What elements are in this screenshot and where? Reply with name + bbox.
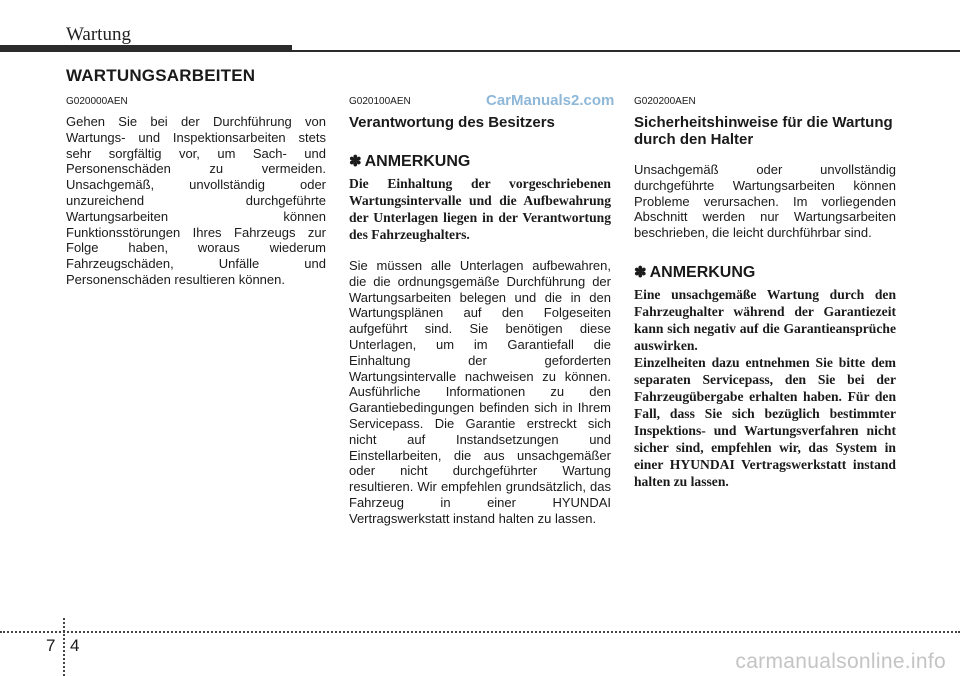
note-text: Eine unsachgemäße Wartung durch den Fahrzeughalter während der Garantiezeit kann sich negativ auf die Garantieansprüche auswirken. (634, 286, 896, 353)
subsection-heading: Sicherheitshinweise für die Wartung durch den Halter (634, 114, 893, 148)
note-heading (634, 263, 896, 282)
body-text: Sie müssen alle Unterlagen aufbewahren, die die ordnungsgemäße Durchführung der Wartungsarbeiten belegen und die in den Wartungsplänen auf den Folgeseiten aufgeführt sind. Sie benötigen diese Unterlagen, um im Garantiefall die Einhaltung der geforderten Wartungsintervalle nachweisen zu können. Ausführliche Informationen zu den Garantiebedingungen befinden sich in Ihrem Servicepass. Die Garantie erstreckt sich nicht auf Instandsetzungen und Einstellarbeiten, die aus unsachgemäßer oder nicht durchgeführter Wartung resultieren. Wir empfehlen grundsätzlich, das Fahrzeug in einer HYUNDAI Vertragswerkstatt instand halten zu lassen. (349, 258, 611, 526)
section-title: WARTUNGSARBEITEN (66, 66, 256, 85)
note-icon: ✽ (349, 153, 362, 170)
page-number: 4 (70, 636, 80, 655)
column-2 (349, 96, 611, 527)
note-label: ANMERKUNG (649, 263, 756, 281)
header-rule (292, 50, 960, 52)
footer-separator (63, 618, 65, 676)
note-label: ANMERKUNG (364, 153, 471, 170)
footer-divider (0, 631, 960, 633)
footer-watermark: carmanualsonline.info (735, 650, 946, 673)
subsection-heading: Verantwortung des Besitzers (349, 114, 555, 131)
column-1 (66, 96, 326, 288)
section-code: G020000AEN (66, 96, 128, 107)
note-text: Einzelheiten dazu entnehmen Sie bitte dem separaten Servicepass, den Sie bei der Fahrzeugübergabe erhalten haben. Für den Fall, dass Sie sich bezüglich bestimmter Inspektions- und Wartungsverfahren nicht sicher sind, empfehlen wir, das System in einer HYUNDAI Vertragswerkstatt instand halten zu lassen. (634, 354, 896, 489)
page-header-title: Wartung (66, 24, 131, 45)
body-text: Unsachgemäß oder unvollständig durchgeführte Wartungsarbeiten können Probleme verursachen. Im vorliegenden Abschnitt werden nur Wartungsarbeiten beschrieben, die leicht durchführbar sind. (634, 162, 896, 241)
header-bar (0, 45, 292, 52)
chapter-number: 7 (46, 636, 56, 655)
watermark-text: CarManuals2.com (486, 92, 615, 109)
body-text: Gehen Sie bei der Durchführung von Wartungs- und Inspektionsarbeiten stets sehr sorgfältig vor, um Sach- und Personenschäden zu vermeiden. Unsachgemäß, unvollständig oder unzureichend durchgeführte Wartungsarbeiten können Funktionsstörungen Ihres Fahrzeugs zur Folge haben, woraus wiederum Fahrzeugschäden, Unfälle und Personenschäden resultieren können. (66, 114, 326, 287)
section-code: G020200AEN (634, 96, 696, 107)
note-text: Die Einhaltung der vorgeschriebenen Wartungsintervalle und die Aufbewahrung der Unterlagen liegen in der Verantwortung des Fahrzeughalters. (349, 176, 611, 242)
note-heading (349, 152, 611, 171)
section-code: G020100AEN (349, 96, 411, 107)
column-3 (634, 96, 896, 505)
note-icon: ✽ (634, 263, 647, 281)
